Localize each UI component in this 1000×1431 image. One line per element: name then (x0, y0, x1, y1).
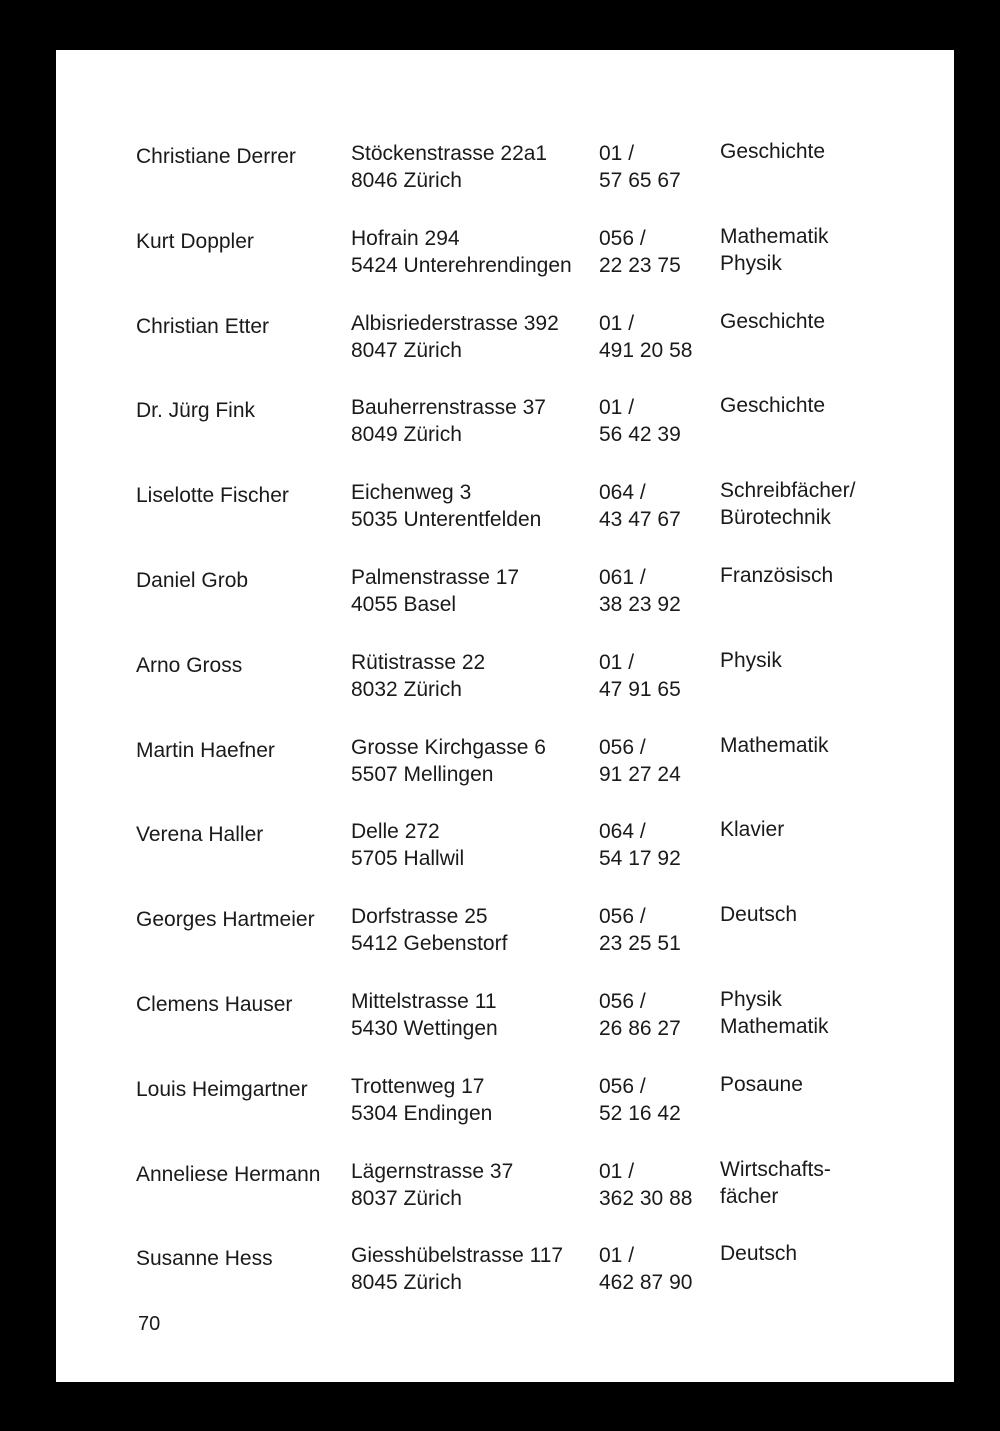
directory-entry (136, 734, 896, 819)
phone-prefix: 01 / (599, 1244, 635, 1268)
address-street: Trottenweg 17 (351, 1074, 485, 1098)
directory-entry (136, 1242, 896, 1327)
entry-address (351, 1158, 513, 1212)
phone-prefix: 056 / (599, 905, 646, 929)
entry-address (351, 310, 559, 364)
entry-phone (599, 1158, 692, 1212)
person-name: Martin Haefner (136, 738, 275, 762)
entry-subjects (720, 1071, 803, 1098)
entry-phone (599, 1242, 692, 1296)
phone-number: 57 65 67 (599, 169, 681, 192)
entry-name (136, 1245, 273, 1272)
phone-number: 26 86 27 (599, 1016, 681, 1040)
subject-secondary: Mathematik (720, 1014, 829, 1038)
entry-name (136, 991, 292, 1018)
person-name: Anneliese Hermann (136, 1162, 321, 1186)
entry-name (136, 567, 248, 594)
entry-subjects (720, 901, 797, 928)
address-street: Stöckenstrasse 22a1 (351, 142, 548, 165)
phone-prefix: 01 / (599, 1159, 635, 1183)
entry-phone (599, 1073, 681, 1127)
entry-name (136, 821, 263, 848)
directory-entry (136, 988, 896, 1073)
entry-phone (599, 903, 681, 957)
entry-name (136, 143, 296, 170)
address-city: 5424 Unterehrendingen (351, 253, 572, 277)
entry-subjects (720, 308, 825, 335)
phone-number: 54 17 92 (599, 847, 681, 871)
subject-primary: Physik (720, 648, 782, 672)
person-name: Louis Heimgartner (136, 1077, 308, 1101)
phone-number: 56 42 39 (599, 423, 681, 447)
entry-address (351, 564, 519, 618)
entry-name (136, 397, 255, 424)
phone-prefix: 056 / (599, 735, 646, 759)
entry-subjects (720, 1156, 831, 1210)
phone-number: 23 25 51 (599, 932, 681, 956)
directory-entry (136, 310, 896, 395)
address-street: Eichenweg 3 (351, 481, 472, 505)
subject-secondary: Bürotechnik (720, 506, 831, 530)
phone-number: 362 30 88 (599, 1186, 693, 1210)
subject-primary: Geschichte (720, 394, 826, 418)
address-city: 5430 Wettingen (351, 1016, 498, 1040)
phone-number: 22 23 75 (599, 253, 681, 277)
directory-entry (136, 1158, 896, 1243)
subject-secondary: fächer (720, 1184, 779, 1208)
entry-subjects (720, 138, 825, 165)
entry-name (136, 1076, 308, 1103)
directory-entry (136, 818, 896, 903)
entry-address (351, 903, 507, 957)
phone-prefix: 056 / (599, 1074, 646, 1098)
person-name: Clemens Hauser (136, 992, 293, 1016)
address-city: 8049 Zürich (351, 423, 462, 447)
phone-number: 52 16 42 (599, 1101, 681, 1125)
entry-name (136, 313, 269, 340)
address-street: Bauherrenstrasse 37 (351, 396, 546, 420)
subject-primary: Französisch (720, 563, 834, 587)
address-street: Albisriederstrasse 392 (351, 311, 559, 335)
person-name: Dr. Jürg Fink (136, 399, 256, 423)
entry-phone (599, 649, 681, 703)
phone-prefix: 056 / (599, 989, 646, 1013)
entry-address (351, 394, 546, 448)
entry-name (136, 228, 254, 255)
person-name: Verena Haller (136, 823, 264, 847)
subject-primary: Posaune (720, 1072, 803, 1096)
directory-list (136, 140, 896, 1327)
entry-subjects (720, 392, 825, 419)
address-street: Rütistrasse 22 (351, 650, 486, 674)
phone-prefix: 01 / (599, 650, 635, 674)
entry-subjects (720, 562, 833, 589)
address-street: Palmenstrasse 17 (351, 565, 520, 589)
entry-subjects (720, 986, 829, 1040)
entry-subjects (720, 1240, 797, 1267)
subject-primary: Physik (720, 987, 782, 1011)
address-street: Grosse Kirchgasse 6 (351, 735, 546, 759)
subject-primary: Geschichte (720, 309, 826, 333)
person-name: Susanne Hess (136, 1247, 273, 1271)
person-name: Daniel Grob (136, 568, 249, 592)
phone-prefix: 064 / (599, 481, 646, 505)
person-name: Christian Etter (136, 314, 270, 338)
person-name: Kurt Doppler (136, 229, 254, 253)
address-city: 8037 Zürich (351, 1186, 462, 1210)
subject-primary: Klavier (720, 818, 785, 842)
subject-primary: Schreibfächer/ (720, 479, 856, 503)
phone-number: 462 87 90 (599, 1271, 693, 1295)
entry-subjects (720, 816, 784, 843)
subject-primary: Mathematik (720, 224, 829, 248)
address-city: 8045 Zürich (351, 1271, 462, 1295)
directory-entry (136, 1073, 896, 1158)
phone-number: 491 20 58 (599, 338, 693, 362)
person-name: Christiane Derrer (136, 145, 296, 168)
entry-name (136, 906, 315, 933)
entry-phone (599, 734, 681, 788)
address-street: Lägernstrasse 37 (351, 1159, 514, 1183)
address-city: 8047 Zürich (351, 338, 462, 362)
phone-number: 43 47 67 (599, 508, 681, 532)
address-street: Delle 272 (351, 820, 440, 844)
entry-phone (599, 479, 681, 533)
entry-name (136, 1161, 320, 1188)
entry-subjects (720, 732, 829, 759)
person-name: Liselotte Fischer (136, 484, 289, 508)
phone-number: 91 27 24 (599, 762, 681, 786)
page-number: 70 (138, 1313, 161, 1335)
address-city: 5035 Unterentfelden (351, 508, 542, 532)
directory-entry (136, 140, 896, 225)
entry-address (351, 1242, 563, 1296)
entry-subjects (720, 223, 829, 277)
directory-entry (136, 649, 896, 734)
entry-address (351, 988, 498, 1042)
entry-address (351, 479, 541, 533)
person-name: Georges Hartmeier (136, 908, 315, 932)
subject-primary: Geschichte (720, 140, 826, 163)
entry-address (351, 140, 547, 194)
subject-primary: Deutsch (720, 903, 798, 927)
entry-phone (599, 225, 681, 279)
address-street: Mittelstrasse 11 (351, 989, 497, 1013)
phone-prefix: 01 / (599, 142, 635, 165)
entry-phone (599, 394, 681, 448)
subject-primary: Wirtschafts- (720, 1157, 831, 1181)
entry-address (351, 1073, 492, 1127)
entry-address (351, 225, 572, 279)
entry-subjects (720, 477, 855, 531)
phone-prefix: 064 / (599, 820, 646, 844)
address-city: 5412 Gebenstorf (351, 932, 508, 956)
entry-phone (599, 564, 681, 618)
person-name: Arno Gross (136, 653, 243, 677)
entry-address (351, 649, 485, 703)
address-street: Dorfstrasse 25 (351, 905, 488, 929)
directory-entry (136, 394, 896, 479)
address-city: 8046 Zürich (351, 169, 462, 192)
document-page (56, 50, 954, 1382)
address-city: 5705 Hallwil (351, 847, 465, 871)
entry-name (136, 737, 275, 764)
address-street: Giesshübelstrasse 117 (351, 1244, 564, 1268)
subject-primary: Mathematik (720, 733, 829, 757)
phone-prefix: 056 / (599, 226, 646, 250)
entry-phone (599, 818, 681, 872)
phone-prefix: 01 / (599, 311, 635, 335)
entry-address (351, 734, 546, 788)
directory-entry (136, 564, 896, 649)
subject-primary: Deutsch (720, 1242, 798, 1266)
directory-entry (136, 225, 896, 310)
phone-prefix: 061 / (599, 565, 646, 589)
entry-phone (599, 140, 681, 194)
directory-entry (136, 479, 896, 564)
address-city: 5304 Endingen (351, 1101, 493, 1125)
entry-phone (599, 988, 681, 1042)
directory-entry (136, 903, 896, 988)
address-city: 4055 Basel (351, 592, 457, 616)
address-street: Hofrain 294 (351, 226, 460, 250)
phone-number: 47 91 65 (599, 677, 681, 701)
entry-name (136, 482, 289, 509)
phone-prefix: 01 / (599, 396, 635, 420)
address-city: 5507 Mellingen (351, 762, 494, 786)
entry-name (136, 652, 242, 679)
address-city: 8032 Zürich (351, 677, 462, 701)
subject-secondary: Physik (720, 251, 782, 275)
entry-subjects (720, 647, 782, 674)
phone-number: 38 23 92 (599, 592, 681, 616)
entry-address (351, 818, 464, 872)
entry-phone (599, 310, 692, 364)
